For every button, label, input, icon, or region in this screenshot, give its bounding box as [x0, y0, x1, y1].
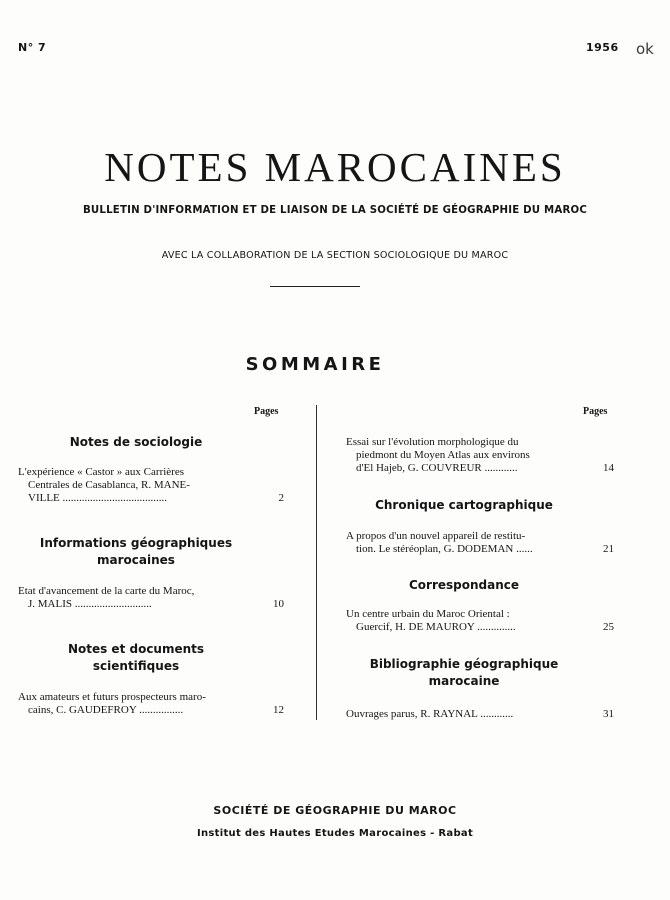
- toc-entry: A propos d'un nouvel appareil de restitu- tion. Le stéréoplan, G. DODEMAN ......: [346, 530, 533, 555]
- toc-page-number: 31: [603, 708, 614, 720]
- toc-entry: L'expérience « Castor » aux Carrières Centrales de Casablanca, R. MANE- VILLE ......................................: [18, 466, 190, 504]
- issue-number: N° 7: [18, 41, 47, 54]
- toc-entry: Aux amateurs et futurs prospecteurs maro- cains, C. GAUDEFROY ................: [18, 691, 206, 716]
- toc-page-number: 10: [273, 598, 284, 610]
- section-correspondance: Correspondance: [408, 578, 520, 592]
- toc-page-number: 12: [273, 704, 284, 716]
- section-notes-documents: Notes et documents scientifiques: [67, 642, 205, 673]
- toc-page-number: 14: [603, 462, 614, 474]
- journal-title: NOTES MAROCAINES: [104, 144, 566, 190]
- section-bibliographie: Bibliographie géographique marocaine: [369, 657, 559, 688]
- section-chronique-cartographique: Chronique cartographique: [375, 498, 553, 512]
- toc-entry: Ouvrages parus, R. RAYNAL ............: [346, 708, 514, 720]
- toc-entry: Un centre urbain du Maroc Oriental : Guercif, H. DE MAUROY ..............: [346, 608, 516, 633]
- title-divider: [270, 286, 360, 287]
- collaboration-line: AVEC LA COLLABORATION DE LA SECTION SOCIOLOGIQUE DU MAROC: [161, 250, 509, 261]
- toc-entry: Essai sur l'évolution morphologique du piedmont du Moyen Atlas aux environs d'El Hajeb, G. COUVREUR ............: [346, 436, 530, 474]
- column-divider: [316, 405, 317, 720]
- section-notes-sociologie: Notes de sociologie: [69, 435, 203, 449]
- pages-header-right: Pages: [583, 406, 608, 417]
- toc-entry: Etat d'avancement de la carte du Maroc, J. MALIS ............................: [18, 585, 195, 610]
- toc-page-number: 2: [278, 492, 284, 504]
- issue-year: 1956: [586, 41, 619, 54]
- section-informations-geographiques: Informations géographiques marocaines: [39, 536, 233, 567]
- journal-subtitle: BULLETIN D'INFORMATION ET DE LIAISON DE LA SOCIÉTÉ DE GÉOGRAPHIE DU MAROC: [82, 205, 588, 216]
- pages-header-left: Pages: [254, 406, 279, 417]
- handwritten-mark: ok: [636, 40, 654, 58]
- footer-society: SOCIÉTÉ DE GÉOGRAPHIE DU MAROC: [213, 804, 457, 817]
- toc-page-number: 21: [603, 543, 614, 555]
- toc-page-number: 25: [603, 621, 614, 633]
- sommaire-heading: SOMMAIRE: [245, 354, 385, 375]
- footer-institute: Institut des Hautes Etudes Marocaines - Rabat: [196, 828, 474, 839]
